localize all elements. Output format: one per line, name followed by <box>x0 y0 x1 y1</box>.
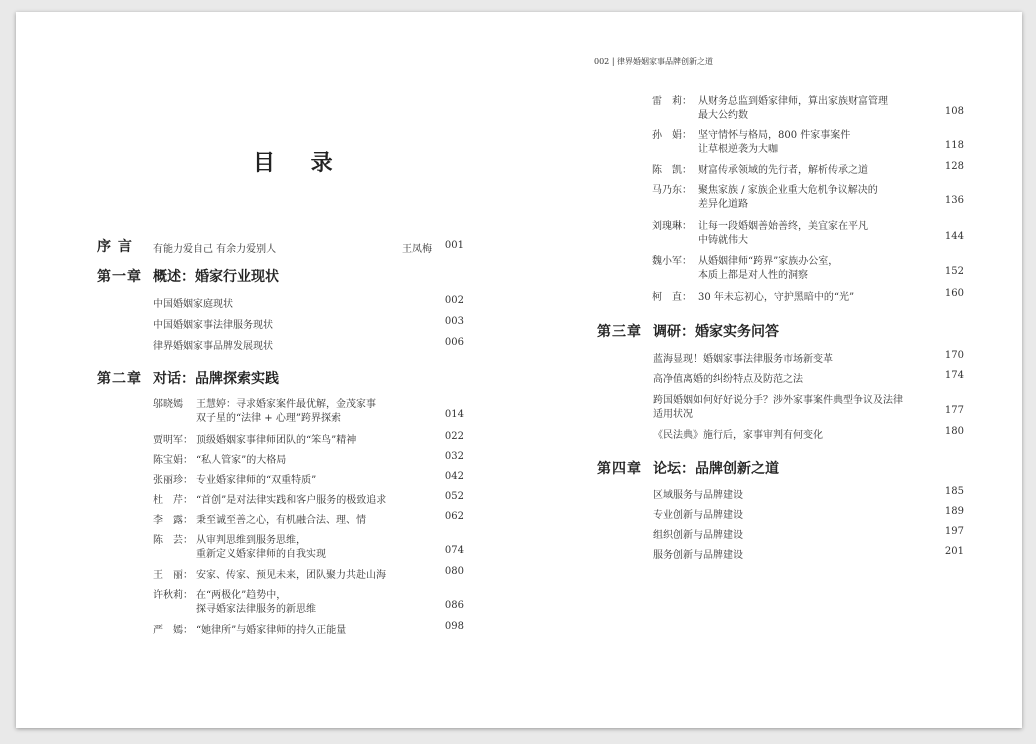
ch4-entry-page: 189 <box>944 506 964 517</box>
chapter1-label: 第一章 <box>97 269 142 285</box>
preface-title[interactable]: 有能力爱自己 有余力爱别人 <box>153 244 277 255</box>
ch2-entry-line2[interactable]: 探寻婚家法律服务的新思维 <box>196 604 316 615</box>
ch2-entry-line1[interactable]: 从审判思维到服务思维， <box>196 535 306 546</box>
ch4-entry-page: 197 <box>944 526 964 537</box>
ch1-entry-title[interactable]: 律界婚姻家事品牌发展现状 <box>153 341 273 352</box>
ch2-entry-author: 许秋莉： <box>153 590 193 601</box>
ch2-cont-page: 160 <box>944 288 964 299</box>
ch3-entry-line1[interactable]: 《民法典》施行后，家事审判有何变化 <box>653 430 823 441</box>
chapter2-title[interactable]: 对话：品牌探索实践 <box>153 371 279 387</box>
ch2-entry-line2[interactable]: 重新定义婚家律师的自我实现 <box>196 549 326 560</box>
ch2-entry-line1[interactable]: “私人管家”的大格局 <box>196 455 287 466</box>
ch2-cont-line2[interactable]: 中铸就伟大 <box>698 235 748 246</box>
ch4-entry-page: 185 <box>944 486 964 497</box>
preface-author: 王凤梅 <box>402 244 432 255</box>
ch2-cont-author: 柯 直： <box>652 292 692 303</box>
ch2-cont-line2[interactable]: 本质上都是对人性的洞察 <box>698 270 808 281</box>
running-head: 002 | 律界婚姻家事品牌创新之道 <box>594 57 714 66</box>
ch2-entry-page: 052 <box>444 491 464 502</box>
ch2-entry-line1[interactable]: 专业婚家律师的“双重特质” <box>196 475 317 486</box>
ch2-cont-page: 136 <box>944 195 964 206</box>
ch2-cont-line2[interactable]: 让草根逆袭为大咖 <box>698 144 778 155</box>
ch2-cont-page: 118 <box>944 140 964 151</box>
chapter1-title[interactable]: 概述：婚家行业现状 <box>153 269 279 285</box>
ch2-entry-line2[interactable]: 双子星的“法律 + 心理”跨界探索 <box>196 413 341 424</box>
ch2-cont-page: 144 <box>944 231 964 242</box>
ch2-cont-author: 陈 凯： <box>652 165 692 176</box>
chapter3-label: 第三章 <box>597 324 642 340</box>
book-spread <box>16 12 1022 728</box>
ch2-entry-line1[interactable]: 顶级婚姻家事律师团队的“笨鸟”精神 <box>196 435 357 446</box>
ch2-entry-page: 014 <box>444 409 464 420</box>
ch2-cont-line2[interactable]: 最大公约数 <box>698 110 748 121</box>
ch2-entry-author: 严 嫣： <box>153 625 193 636</box>
ch4-entry-title[interactable]: 服务创新与品牌建设 <box>653 550 743 561</box>
ch3-entry-page: 180 <box>944 426 964 437</box>
ch2-entry-page: 074 <box>444 545 464 556</box>
ch2-cont-line1[interactable]: 聚焦家族 / 家族企业重大危机争议解决的 <box>698 185 878 196</box>
ch2-entry-line1[interactable]: “她律所”与婚家律师的持久正能量 <box>196 625 347 636</box>
ch2-cont-line1[interactable]: 财富传承领域的先行者，解析传承之道 <box>698 165 868 176</box>
chapter2-label: 第二章 <box>97 371 142 387</box>
ch2-cont-author: 魏小军： <box>652 256 692 267</box>
ch2-entry-line1[interactable]: “首创”是对法律实践和客户服务的极致追求 <box>196 495 387 506</box>
ch2-cont-page: 152 <box>944 266 964 277</box>
ch1-entry-title[interactable]: 中国婚姻家事法律服务现状 <box>153 320 273 331</box>
ch1-entry-page: 002 <box>444 295 464 306</box>
preface-page: 001 <box>444 240 464 251</box>
ch2-entry-author: 陈 芸： <box>153 535 193 546</box>
ch2-entry-page: 042 <box>444 471 464 482</box>
ch2-entry-author: 邬晓嫣 <box>153 399 183 410</box>
ch2-entry-author: 陈宝娟： <box>153 455 193 466</box>
chapter4-label: 第四章 <box>597 461 642 477</box>
ch2-entry-author: 贾明军： <box>153 435 193 446</box>
ch2-cont-line1[interactable]: 从婚姻律师“跨界”家族办公室， <box>698 256 839 267</box>
ch4-entry-title[interactable]: 组织创新与品牌建设 <box>653 530 743 541</box>
ch2-entry-page: 080 <box>444 566 464 577</box>
ch2-entry-author: 李 露： <box>153 515 193 526</box>
ch3-entry-line1[interactable]: 蓝海显现！婚姻家事法律服务市场新变革 <box>653 354 833 365</box>
ch2-cont-page: 128 <box>944 161 964 172</box>
right-page <box>519 12 1022 728</box>
toc-title: 目 录 <box>253 150 347 176</box>
ch2-cont-line1[interactable]: 30 年未忘初心，守护黑暗中的“光” <box>698 292 855 303</box>
ch2-cont-author: 马乃东： <box>652 185 692 196</box>
ch1-entry-page: 003 <box>444 316 464 327</box>
ch2-entry-page: 062 <box>444 511 464 522</box>
ch2-entry-page: 098 <box>444 621 464 632</box>
ch2-entry-author: 张丽珍： <box>153 475 193 486</box>
ch3-entry-line2[interactable]: 适用状况 <box>653 409 693 420</box>
ch3-entry-page: 177 <box>944 405 964 416</box>
chapter4-title[interactable]: 论坛：品牌创新之道 <box>653 461 779 477</box>
ch4-entry-title[interactable]: 专业创新与品牌建设 <box>653 510 743 521</box>
ch2-entry-line1[interactable]: 在“两极化”趋势中， <box>196 590 287 601</box>
ch2-entry-page: 022 <box>444 431 464 442</box>
ch2-cont-author: 刘瑰琳： <box>652 221 692 232</box>
ch2-entry-line1[interactable]: 秉至诚至善之心，有机融合法、理、情 <box>196 515 366 526</box>
ch3-entry-page: 170 <box>944 350 964 361</box>
ch2-cont-line1[interactable]: 坚守情怀与格局，800 件家事案件 <box>698 130 851 141</box>
ch2-cont-page: 108 <box>944 106 964 117</box>
ch4-entry-page: 201 <box>944 546 964 557</box>
ch2-entry-author: 王 丽： <box>153 570 193 581</box>
ch2-cont-author: 孙 娟： <box>652 130 692 141</box>
ch2-cont-line2[interactable]: 差异化道路 <box>698 199 748 210</box>
ch2-cont-author: 雷 莉： <box>652 96 692 107</box>
ch3-entry-line1[interactable]: 跨国婚姻如何好好说分手？涉外家事案件典型争议及法律 <box>653 395 903 406</box>
ch2-entry-page: 086 <box>444 600 464 611</box>
preface-label: 序 言 <box>97 239 133 255</box>
left-page <box>16 12 519 728</box>
ch2-entry-page: 032 <box>444 451 464 462</box>
ch4-entry-title[interactable]: 区域服务与品牌建设 <box>653 490 743 501</box>
ch1-entry-page: 006 <box>444 337 464 348</box>
ch2-entry-line1[interactable]: 王慧婷：寻求婚家案件最优解，金茂家事 <box>196 399 376 410</box>
ch2-cont-line1[interactable]: 从财务总监到婚家律师，算出家族财富管理 <box>698 96 888 107</box>
ch3-entry-page: 174 <box>944 370 964 381</box>
ch2-entry-author: 杜 芹： <box>153 495 193 506</box>
ch1-entry-title[interactable]: 中国婚姻家庭现状 <box>153 299 233 310</box>
ch3-entry-line1[interactable]: 高净值离婚的纠纷特点及防范之法 <box>653 374 803 385</box>
chapter3-title[interactable]: 调研：婚家实务问答 <box>653 324 779 340</box>
ch2-entry-line1[interactable]: 安家、传家、预见未来，团队聚力共赴山海 <box>196 570 386 581</box>
ch2-cont-line1[interactable]: 让每一段婚姻善始善终，美宜家在平凡 <box>698 221 868 232</box>
